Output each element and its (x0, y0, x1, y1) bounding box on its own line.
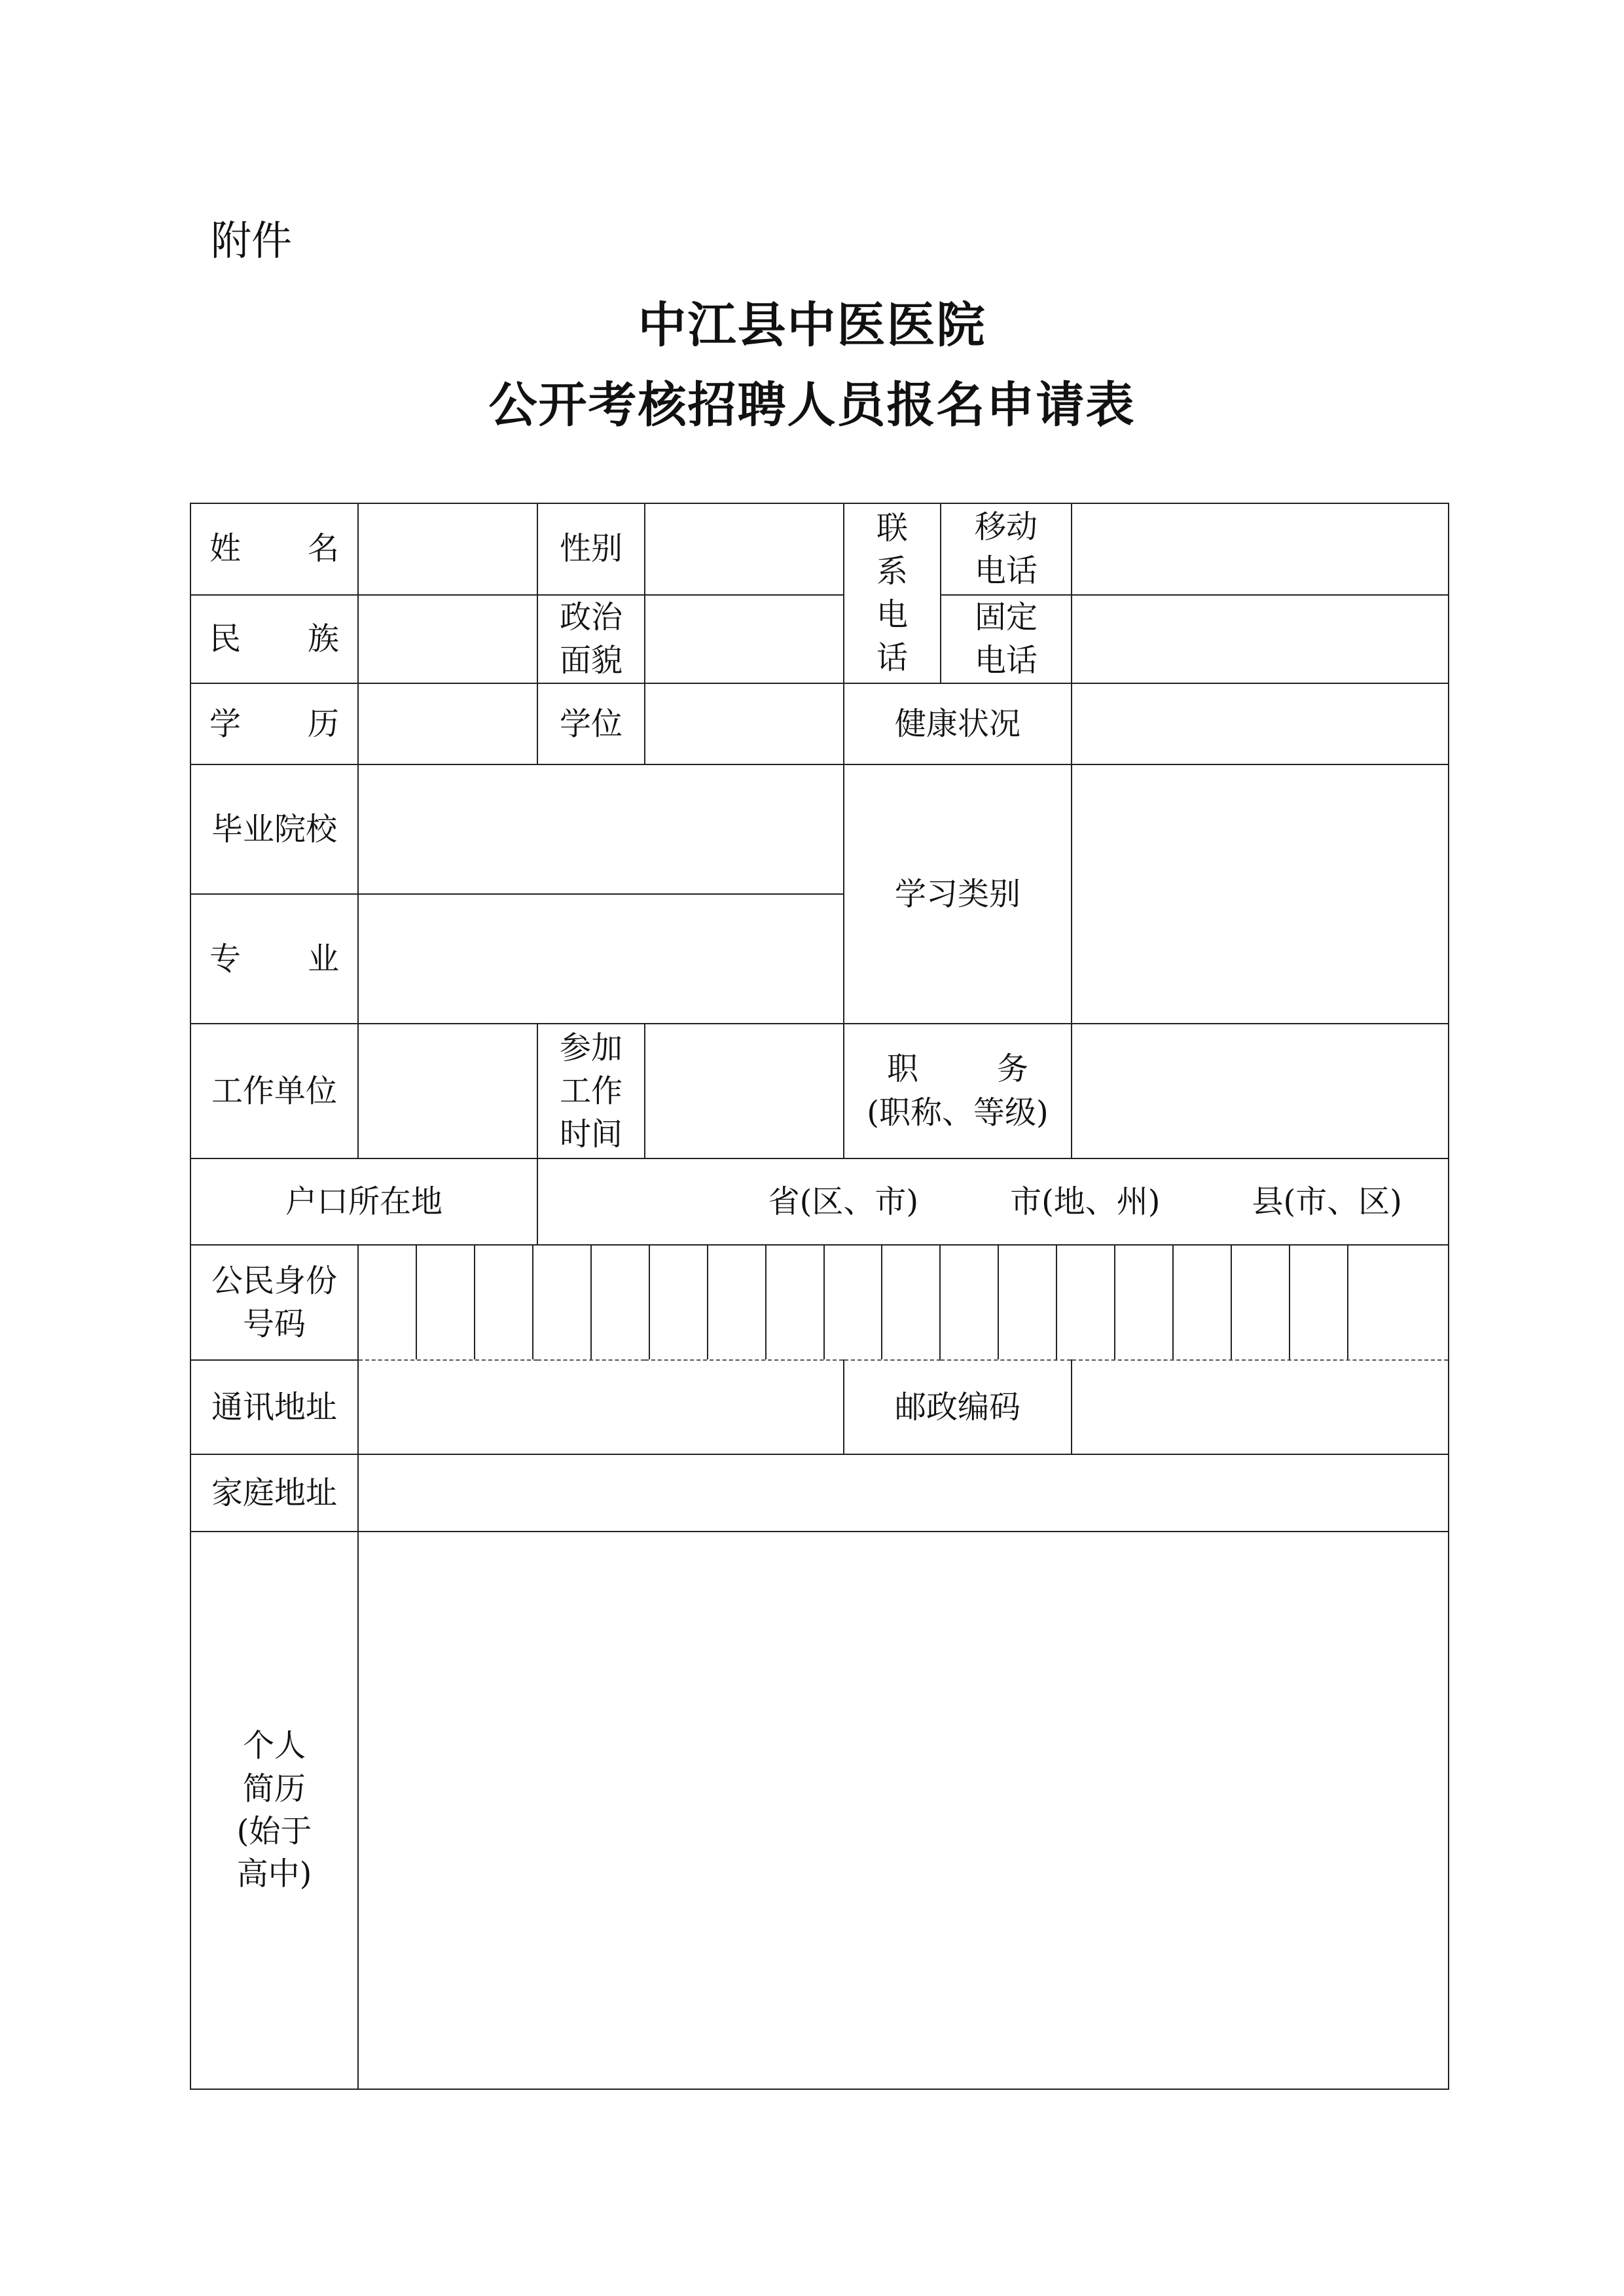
id-digit-cell[interactable] (474, 1246, 532, 1359)
form-title-line2: 公开考核招聘人员报名申请表 (488, 377, 1136, 433)
position-label: 职 务 (职称、等级) (844, 1024, 1072, 1158)
work-start-field[interactable] (645, 1024, 844, 1158)
id-digit-cell[interactable] (823, 1246, 882, 1359)
degree-field[interactable] (645, 683, 844, 764)
id-digit-cell[interactable] (765, 1246, 823, 1359)
id-digit-cell[interactable] (1231, 1246, 1289, 1359)
mail-address-label: 通讯地址 (190, 1360, 358, 1454)
id-digit-cell[interactable] (1056, 1246, 1114, 1359)
health-field[interactable] (1072, 683, 1449, 764)
id-number-field[interactable] (358, 1245, 1449, 1360)
health-label: 健康状况 (844, 683, 1072, 764)
id-digit-cell[interactable] (532, 1246, 590, 1359)
school-label: 毕业院校 (190, 764, 358, 894)
school-field[interactable] (358, 764, 844, 894)
education-field[interactable] (358, 683, 537, 764)
name-label: 姓 名 (190, 503, 358, 595)
county-unit: 县(市、区) (1252, 1183, 1402, 1220)
id-digit-cell[interactable] (998, 1246, 1056, 1359)
education-label: 学 历 (190, 683, 358, 764)
id-digit-cell[interactable] (1114, 1246, 1172, 1359)
name-field[interactable] (358, 503, 537, 595)
household-label: 户口所在地 (190, 1158, 537, 1245)
id-digit-cell[interactable] (590, 1246, 649, 1359)
ethnicity-field[interactable] (358, 595, 537, 683)
major-field[interactable] (358, 894, 844, 1024)
id-digit-cell[interactable] (416, 1246, 474, 1359)
mail-address-field[interactable] (358, 1360, 844, 1454)
id-digit-cell[interactable] (649, 1246, 707, 1359)
attachment-label: 附件 (211, 217, 293, 264)
study-type-label: 学习类别 (844, 764, 1072, 1024)
ethnicity-label: 民 族 (190, 595, 358, 683)
resume-label: 个人 简历 (始于 高中) (190, 1532, 358, 2089)
application-form-table (190, 503, 1449, 2090)
major-label: 专 业 (190, 894, 358, 1024)
position-field[interactable] (1072, 1024, 1449, 1158)
postcode-label: 邮政编码 (844, 1360, 1072, 1454)
form-title-line1: 中江县中医医院 (638, 297, 986, 353)
mobile-phone-field[interactable] (1072, 503, 1449, 595)
political-status-label: 政治 面貌 (537, 595, 645, 683)
household-field[interactable] (537, 1158, 1449, 1245)
degree-label: 学位 (537, 683, 645, 764)
id-digit-cell[interactable] (359, 1246, 416, 1359)
position-note: (职称、等级) (867, 1094, 1049, 1132)
landline-phone-label: 固定 电话 (941, 595, 1072, 683)
id-digit-cell[interactable] (1347, 1246, 1448, 1359)
workplace-label: 工作单位 (190, 1024, 358, 1158)
home-address-field[interactable] (358, 1454, 1449, 1532)
political-status-field[interactable] (645, 595, 844, 683)
id-digit-cell[interactable] (1172, 1246, 1231, 1359)
city-unit: 市(地、州) (1010, 1183, 1161, 1220)
home-address-label: 家庭地址 (190, 1454, 358, 1532)
id-digit-cell[interactable] (1289, 1246, 1347, 1359)
study-type-field[interactable] (1072, 764, 1449, 1024)
province-unit: 省(区、市) (768, 1183, 919, 1220)
landline-phone-field[interactable] (1072, 595, 1449, 683)
id-number-label: 公民身份 号码 (190, 1245, 358, 1360)
id-digit-cell[interactable] (707, 1246, 765, 1359)
mobile-phone-label: 移动 电话 (941, 503, 1072, 595)
workplace-field[interactable] (358, 1024, 537, 1158)
postcode-field[interactable] (1072, 1360, 1449, 1454)
id-digit-cell[interactable] (881, 1246, 939, 1359)
work-start-label: 参加 工作 时间 (537, 1024, 645, 1158)
id-digit-cell[interactable] (939, 1246, 998, 1359)
resume-field[interactable] (358, 1532, 1449, 2089)
gender-field[interactable] (645, 503, 844, 595)
gender-label: 性别 (537, 503, 645, 595)
contact-phone-label: 联 系 电 话 (844, 503, 941, 683)
